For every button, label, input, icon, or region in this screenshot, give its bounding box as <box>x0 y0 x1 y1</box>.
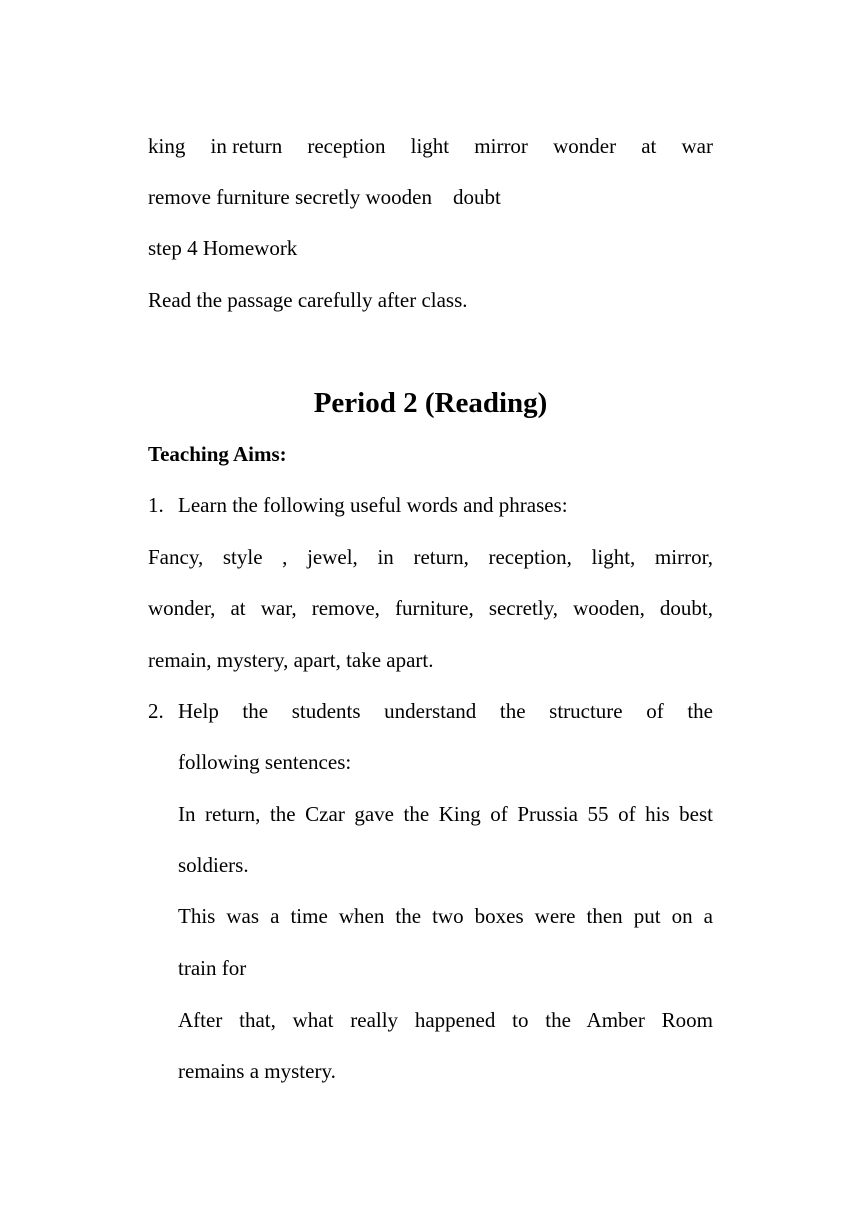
words-line-3: remain, mystery, apart, take apart. <box>148 648 434 672</box>
aim-1 <box>148 490 713 520</box>
words-line-1: Fancy, style , jewel, in return, reception, light, mirror, <box>148 545 713 569</box>
aim-2-text-line-1: Help the students understand the structure of the <box>178 699 713 723</box>
sentence-2-line-2: train for <box>178 956 247 980</box>
vocab-word: light <box>410 134 450 158</box>
homework-text: Read the passage carefully after class. <box>148 288 468 312</box>
vocab-word: in return <box>210 134 283 158</box>
period-heading: Period 2 (Reading) <box>313 387 548 419</box>
sentence-1-line-2: soldiers. <box>178 853 249 877</box>
vocab-line-2: remove furniture secretly wooden doubt <box>148 185 501 209</box>
aim-2-number: 2. <box>148 699 164 723</box>
step-4-heading: step 4 Homework <box>148 236 298 260</box>
sentence-2-line-1: This was a time when the two boxes were then put on a <box>178 904 713 928</box>
vocab-word: reception <box>307 134 386 158</box>
aim-1-text: Learn the following useful words and phrases: <box>178 493 568 517</box>
words-line-2: wonder, at war, remove, furniture, secretly, wooden, doubt, <box>148 596 713 620</box>
vocab-line-1 <box>148 131 713 161</box>
teaching-aims-label: Teaching Aims: <box>148 442 287 466</box>
vocab-word: wonder <box>553 134 617 158</box>
vocab-word: king <box>148 134 186 158</box>
aim-2-text-line-2: following sentences: <box>178 750 352 774</box>
vocab-word: mirror <box>474 134 528 158</box>
vocab-word: war <box>681 134 713 158</box>
aim-1-number: 1. <box>148 493 164 517</box>
sentence-3-line-1: After that, what really happened to the Amber Room <box>178 1008 713 1032</box>
sentence-1-line-1: In return, the Czar gave the King of Prussia 55 of his best <box>178 802 713 826</box>
vocab-word: at <box>641 134 657 158</box>
sentence-3-line-2: remains a mystery. <box>178 1059 336 1083</box>
aim-2 <box>148 696 713 726</box>
